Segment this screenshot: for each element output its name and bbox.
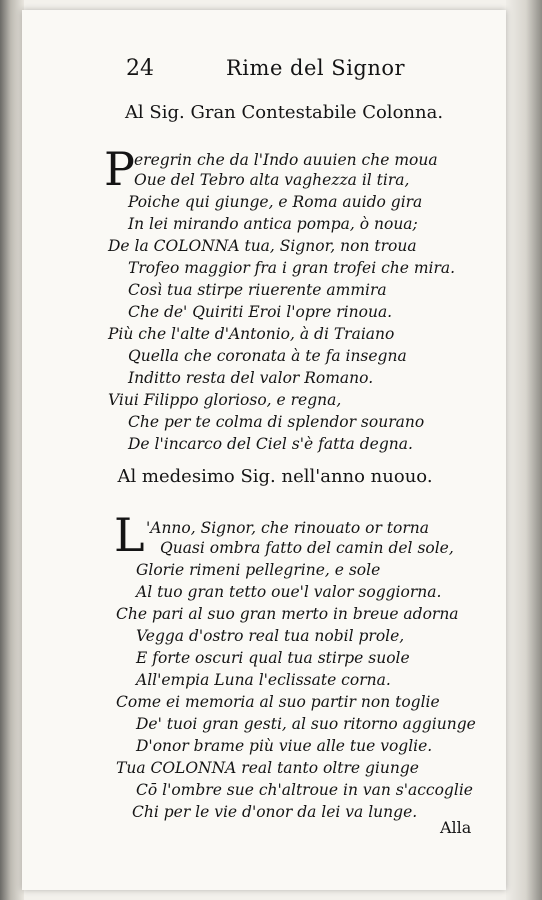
verse-line: 'Anno, Signor, che rinouato or torna (146, 519, 429, 537)
sonnet-1-title: Al Sig. Gran Contestabile Colonna. (124, 102, 444, 123)
verse-line: Cō l'ombre sue ch'altroue in van s'accoglie (136, 781, 473, 799)
verse-line: E forte oscuri qual tua stirpe suole (136, 649, 410, 667)
verse-line: Che per te colma di splendor sourano (128, 413, 425, 431)
verse-line: Poiche qui giunge, e Roma auido gira (128, 193, 423, 211)
verse-line: Viui Filippo glorioso, e regna, (108, 391, 342, 409)
verse-line: Trofeo maggior fra i gran trofei che mira. (128, 259, 456, 277)
verse-line: In lei mirando antica pompa, ò noua; (128, 215, 418, 233)
verse-line: Quella che coronata à te fa insegna (128, 347, 407, 365)
verse-line: Al tuo gran tetto oue'l valor soggiorna. (136, 583, 442, 601)
verse-line: De l'incarco del Ciel s'è fatta degna. (128, 435, 413, 453)
verse-line: D'onor brame più viue alle tue voglie. (136, 737, 433, 755)
verse-line: De' tuoi gran gesti, al suo ritorno aggiunge (136, 715, 476, 733)
verse-line: Glorie rimeni pellegrine, e sole (136, 561, 381, 579)
verse-line: Oue del Tebro alta vaghezza il tira, (134, 171, 410, 189)
verse-line: Che pari al suo gran merto in breue adorna (116, 605, 459, 623)
running-head: Rime del Signor (226, 56, 406, 80)
page-header (22, 50, 506, 84)
verse-line: Come ei memoria al suo partir non toglie (116, 693, 440, 711)
sonnet-2-title: Al medesimo Sig. nell'anno nuouo. (117, 466, 433, 487)
verse-line: Che de' Quiriti Eroi l'opre rinoua. (128, 303, 393, 321)
drop-cap-l: L (114, 508, 145, 562)
drop-cap-p: P (104, 142, 135, 196)
verse-line: Tua COLONNA real tanto oltre giunge (116, 759, 419, 777)
verse-line: Inditto resta del valor Romano. (128, 369, 374, 387)
catchword: Alla (440, 818, 472, 837)
verse-line: Quasi ombra fatto del camin del sole, (160, 539, 454, 557)
book-binding-gutter (0, 0, 24, 900)
page-number: 24 (126, 56, 154, 81)
verse-line: Più che l'alte d'Antonio, à di Traiano (108, 325, 395, 343)
verse-line: Così tua stirpe riuerente ammira (128, 281, 387, 299)
book-page (22, 10, 506, 890)
verse-line: eregrin che da l'Indo auuien che moua (134, 151, 438, 169)
page-outer-edge (506, 0, 542, 900)
verse-line: De la COLONNA tua, Signor, non troua (108, 237, 417, 255)
verse-line: All'empia Luna l'eclissate corna. (136, 671, 391, 689)
verse-line: Chi per le vie d'onor da lei va lunge. (132, 803, 418, 821)
verse-line: Vegga d'ostro real tua nobil prole, (136, 627, 405, 645)
